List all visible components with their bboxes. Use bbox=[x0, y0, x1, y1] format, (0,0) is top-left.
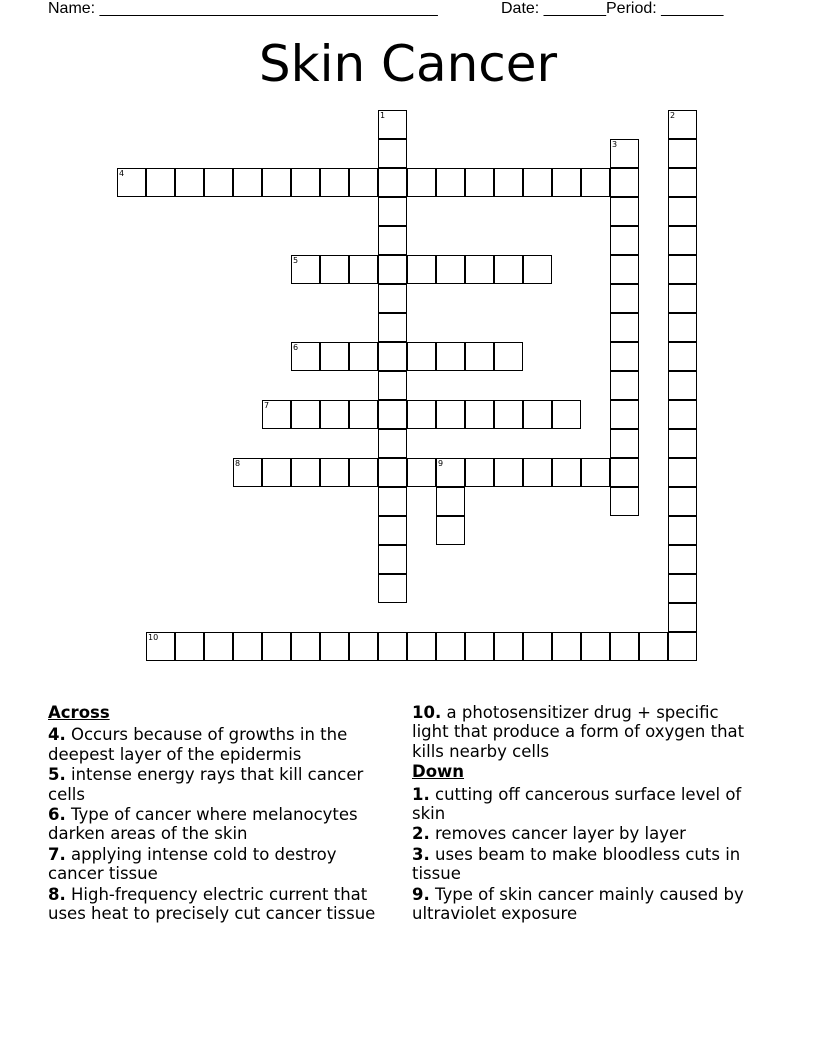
clue-down-2 bbox=[412, 824, 757, 843]
grid-cell[interactable] bbox=[494, 342, 523, 371]
grid-cell[interactable] bbox=[407, 632, 436, 661]
grid-cell[interactable] bbox=[378, 487, 407, 516]
clue-across-10 bbox=[412, 703, 757, 761]
grid-cell[interactable] bbox=[320, 255, 349, 284]
grid-cell[interactable] bbox=[494, 168, 523, 197]
grid-cell[interactable] bbox=[320, 168, 349, 197]
grid-cell[interactable] bbox=[465, 255, 494, 284]
grid-cell[interactable] bbox=[465, 400, 494, 429]
grid-cell[interactable] bbox=[233, 458, 262, 487]
grid-cell[interactable] bbox=[523, 168, 552, 197]
grid-cell[interactable] bbox=[668, 371, 697, 400]
grid-cell[interactable] bbox=[378, 371, 407, 400]
clue-text: applying intense cold to destroy cancer tissue bbox=[48, 844, 337, 884]
grid-cell[interactable] bbox=[610, 371, 639, 400]
clue-across-5 bbox=[48, 765, 393, 804]
grid-cell[interactable] bbox=[610, 313, 639, 342]
clue-number: 3. bbox=[412, 844, 430, 864]
clue-text: a photosensitizer drug + specific light that produce a form of oxygen that kills nearby cells bbox=[412, 703, 745, 761]
grid-cell[interactable] bbox=[378, 284, 407, 313]
grid-cell[interactable] bbox=[320, 342, 349, 371]
grid-cell[interactable] bbox=[146, 168, 175, 197]
grid-cell[interactable] bbox=[668, 313, 697, 342]
grid-cell[interactable] bbox=[494, 632, 523, 661]
grid-cell[interactable] bbox=[407, 342, 436, 371]
clue-number-label: 9 bbox=[438, 459, 444, 468]
grid-cell[interactable] bbox=[610, 197, 639, 226]
grid-cell[interactable] bbox=[291, 342, 320, 371]
grid-cell[interactable] bbox=[378, 313, 407, 342]
grid-cell[interactable] bbox=[639, 632, 668, 661]
grid-cell[interactable] bbox=[552, 458, 581, 487]
grid-cell[interactable] bbox=[668, 574, 697, 603]
grid-cell[interactable] bbox=[378, 545, 407, 574]
grid-cell[interactable] bbox=[291, 255, 320, 284]
grid-cell[interactable] bbox=[378, 168, 407, 197]
grid-cell[interactable] bbox=[436, 632, 465, 661]
grid-cell[interactable] bbox=[668, 545, 697, 574]
clue-number-label: 7 bbox=[264, 401, 270, 410]
grid-cell[interactable] bbox=[668, 110, 697, 139]
grid-cell[interactable] bbox=[204, 168, 233, 197]
clue-number-label: 1 bbox=[380, 111, 386, 120]
clue-down-9 bbox=[412, 885, 757, 924]
grid-cell[interactable] bbox=[378, 400, 407, 429]
right-column bbox=[412, 703, 757, 924]
clue-number-label: 8 bbox=[235, 459, 241, 468]
grid-cell[interactable] bbox=[117, 168, 146, 197]
grid-cell[interactable] bbox=[378, 110, 407, 139]
grid-cell[interactable] bbox=[523, 458, 552, 487]
clue-text: Occurs because of growths in the deepest layer of the epidermis bbox=[48, 725, 348, 764]
grid-cell[interactable] bbox=[407, 400, 436, 429]
clue-number-label: 4 bbox=[119, 169, 125, 178]
grid-cell[interactable] bbox=[610, 458, 639, 487]
clue-number: 8. bbox=[48, 884, 66, 904]
grid-cell[interactable] bbox=[668, 139, 697, 168]
grid-cell[interactable] bbox=[378, 139, 407, 168]
clue-down-1 bbox=[412, 785, 757, 824]
grid-cell[interactable] bbox=[291, 400, 320, 429]
grid-cell[interactable] bbox=[291, 168, 320, 197]
grid-cell[interactable] bbox=[291, 632, 320, 661]
grid-cell[interactable] bbox=[436, 400, 465, 429]
grid-cell[interactable] bbox=[668, 458, 697, 487]
grid-cell[interactable] bbox=[465, 168, 494, 197]
clue-number: 9. bbox=[412, 884, 430, 904]
clue-across-4 bbox=[48, 725, 393, 764]
clue-number-label: 2 bbox=[670, 111, 676, 120]
clue-number: 2. bbox=[412, 824, 430, 844]
grid-cell[interactable] bbox=[378, 516, 407, 545]
clue-text: High-frequency electric current that uses heat to precisely cut cancer tissue bbox=[48, 884, 376, 924]
clue-number: 7. bbox=[48, 844, 66, 864]
grid-cell[interactable] bbox=[349, 255, 378, 284]
grid-cell[interactable] bbox=[581, 168, 610, 197]
grid-cell[interactable] bbox=[175, 632, 204, 661]
grid-cell[interactable] bbox=[552, 632, 581, 661]
clue-text: removes cancer layer by layer bbox=[435, 824, 686, 844]
clue-number: 4. bbox=[48, 725, 66, 745]
grid-cell[interactable] bbox=[349, 632, 378, 661]
grid-cell[interactable] bbox=[291, 458, 320, 487]
grid-cell[interactable] bbox=[494, 255, 523, 284]
grid-cell[interactable] bbox=[320, 632, 349, 661]
across-heading: Across bbox=[48, 703, 110, 722]
grid-cell[interactable] bbox=[378, 197, 407, 226]
grid-cell[interactable] bbox=[349, 342, 378, 371]
grid-cell[interactable] bbox=[668, 429, 697, 458]
grid-cell[interactable] bbox=[494, 400, 523, 429]
clue-across-8 bbox=[48, 885, 393, 924]
grid-cell[interactable] bbox=[523, 400, 552, 429]
grid-cell[interactable] bbox=[610, 226, 639, 255]
grid-cell[interactable] bbox=[668, 603, 697, 632]
clue-number: 6. bbox=[48, 805, 66, 825]
grid-cell[interactable] bbox=[262, 458, 291, 487]
grid-cell[interactable] bbox=[233, 168, 262, 197]
grid-cell[interactable] bbox=[552, 168, 581, 197]
grid-cell[interactable] bbox=[668, 400, 697, 429]
clue-number: 5. bbox=[48, 765, 66, 785]
grid-cell[interactable] bbox=[668, 632, 697, 661]
grid-cell[interactable] bbox=[378, 255, 407, 284]
grid-cell[interactable] bbox=[610, 168, 639, 197]
grid-cell[interactable] bbox=[668, 342, 697, 371]
name-field[interactable]: Name: ______________________________________ bbox=[48, 0, 438, 17]
grid-cell[interactable] bbox=[610, 342, 639, 371]
clue-text: Type of cancer where melanocytes darken areas of the skin bbox=[48, 805, 358, 844]
clue-down-3 bbox=[412, 845, 757, 884]
grid-cell[interactable] bbox=[494, 458, 523, 487]
grid-cell[interactable] bbox=[407, 255, 436, 284]
grid-cell[interactable] bbox=[378, 226, 407, 255]
grid-cell[interactable] bbox=[668, 226, 697, 255]
grid-cell[interactable] bbox=[668, 168, 697, 197]
clue-number: 10. bbox=[412, 703, 442, 722]
grid-cell[interactable] bbox=[552, 400, 581, 429]
grid-cell[interactable] bbox=[610, 400, 639, 429]
grid-cell[interactable] bbox=[378, 429, 407, 458]
grid-cell[interactable] bbox=[581, 458, 610, 487]
clue-across-7 bbox=[48, 845, 393, 884]
grid-cell[interactable] bbox=[610, 255, 639, 284]
grid-cell[interactable] bbox=[523, 255, 552, 284]
date-field[interactable]: Date: _______ bbox=[501, 0, 606, 17]
clue-number-label: 3 bbox=[612, 140, 618, 149]
grid-cell[interactable] bbox=[436, 516, 465, 545]
grid-cell[interactable] bbox=[262, 400, 291, 429]
grid-cell[interactable] bbox=[668, 255, 697, 284]
grid-cell[interactable] bbox=[610, 284, 639, 313]
across-column bbox=[48, 703, 393, 924]
grid-cell[interactable] bbox=[610, 487, 639, 516]
grid-cell[interactable] bbox=[668, 284, 697, 313]
grid-cell[interactable] bbox=[378, 632, 407, 661]
grid-cell[interactable] bbox=[668, 197, 697, 226]
grid-cell[interactable] bbox=[581, 632, 610, 661]
grid-cell[interactable] bbox=[436, 458, 465, 487]
clue-text: Type of skin cancer mainly caused by ultraviolet exposure bbox=[412, 884, 744, 924]
grid-cell[interactable] bbox=[610, 139, 639, 168]
grid-cell[interactable] bbox=[436, 342, 465, 371]
grid-cell[interactable] bbox=[407, 458, 436, 487]
clue-number: 1. bbox=[412, 784, 430, 804]
grid-cell[interactable] bbox=[523, 632, 552, 661]
grid-cell[interactable] bbox=[320, 400, 349, 429]
grid-cell[interactable] bbox=[349, 168, 378, 197]
grid-cell[interactable] bbox=[465, 342, 494, 371]
grid-cell[interactable] bbox=[378, 574, 407, 603]
clue-number-label: 10 bbox=[148, 633, 159, 642]
grid-cell[interactable] bbox=[204, 632, 233, 661]
clue-text: intense energy rays that kill cancer cells bbox=[48, 765, 364, 804]
down-heading: Down bbox=[412, 762, 465, 782]
grid-cell[interactable] bbox=[668, 516, 697, 545]
grid-cell[interactable] bbox=[320, 458, 349, 487]
grid-cell[interactable] bbox=[349, 400, 378, 429]
clue-text: cutting off cancerous surface level of skin bbox=[412, 784, 742, 824]
grid-cell[interactable] bbox=[436, 168, 465, 197]
grid-cell[interactable] bbox=[436, 255, 465, 284]
period-field[interactable]: Period: _______ bbox=[606, 0, 724, 17]
grid-cell[interactable] bbox=[610, 429, 639, 458]
grid-cell[interactable] bbox=[349, 458, 378, 487]
grid-cell[interactable] bbox=[465, 458, 494, 487]
grid-cell[interactable] bbox=[436, 487, 465, 516]
clue-across-6 bbox=[48, 805, 393, 844]
grid-cell[interactable] bbox=[262, 168, 291, 197]
grid-cell[interactable] bbox=[668, 487, 697, 516]
grid-cell[interactable] bbox=[378, 342, 407, 371]
grid-cell[interactable] bbox=[233, 632, 262, 661]
clue-number-label: 6 bbox=[293, 343, 299, 352]
grid-cell[interactable] bbox=[146, 632, 175, 661]
grid-cell[interactable] bbox=[465, 632, 494, 661]
page-title: Skin Cancer bbox=[258, 35, 558, 93]
grid-cell[interactable] bbox=[407, 168, 436, 197]
clue-number-label: 5 bbox=[293, 256, 299, 265]
grid-cell[interactable] bbox=[610, 632, 639, 661]
grid-cell[interactable] bbox=[378, 458, 407, 487]
clue-text: uses beam to make bloodless cuts in tissue bbox=[412, 844, 741, 884]
grid-cell[interactable] bbox=[262, 632, 291, 661]
grid-cell[interactable] bbox=[175, 168, 204, 197]
